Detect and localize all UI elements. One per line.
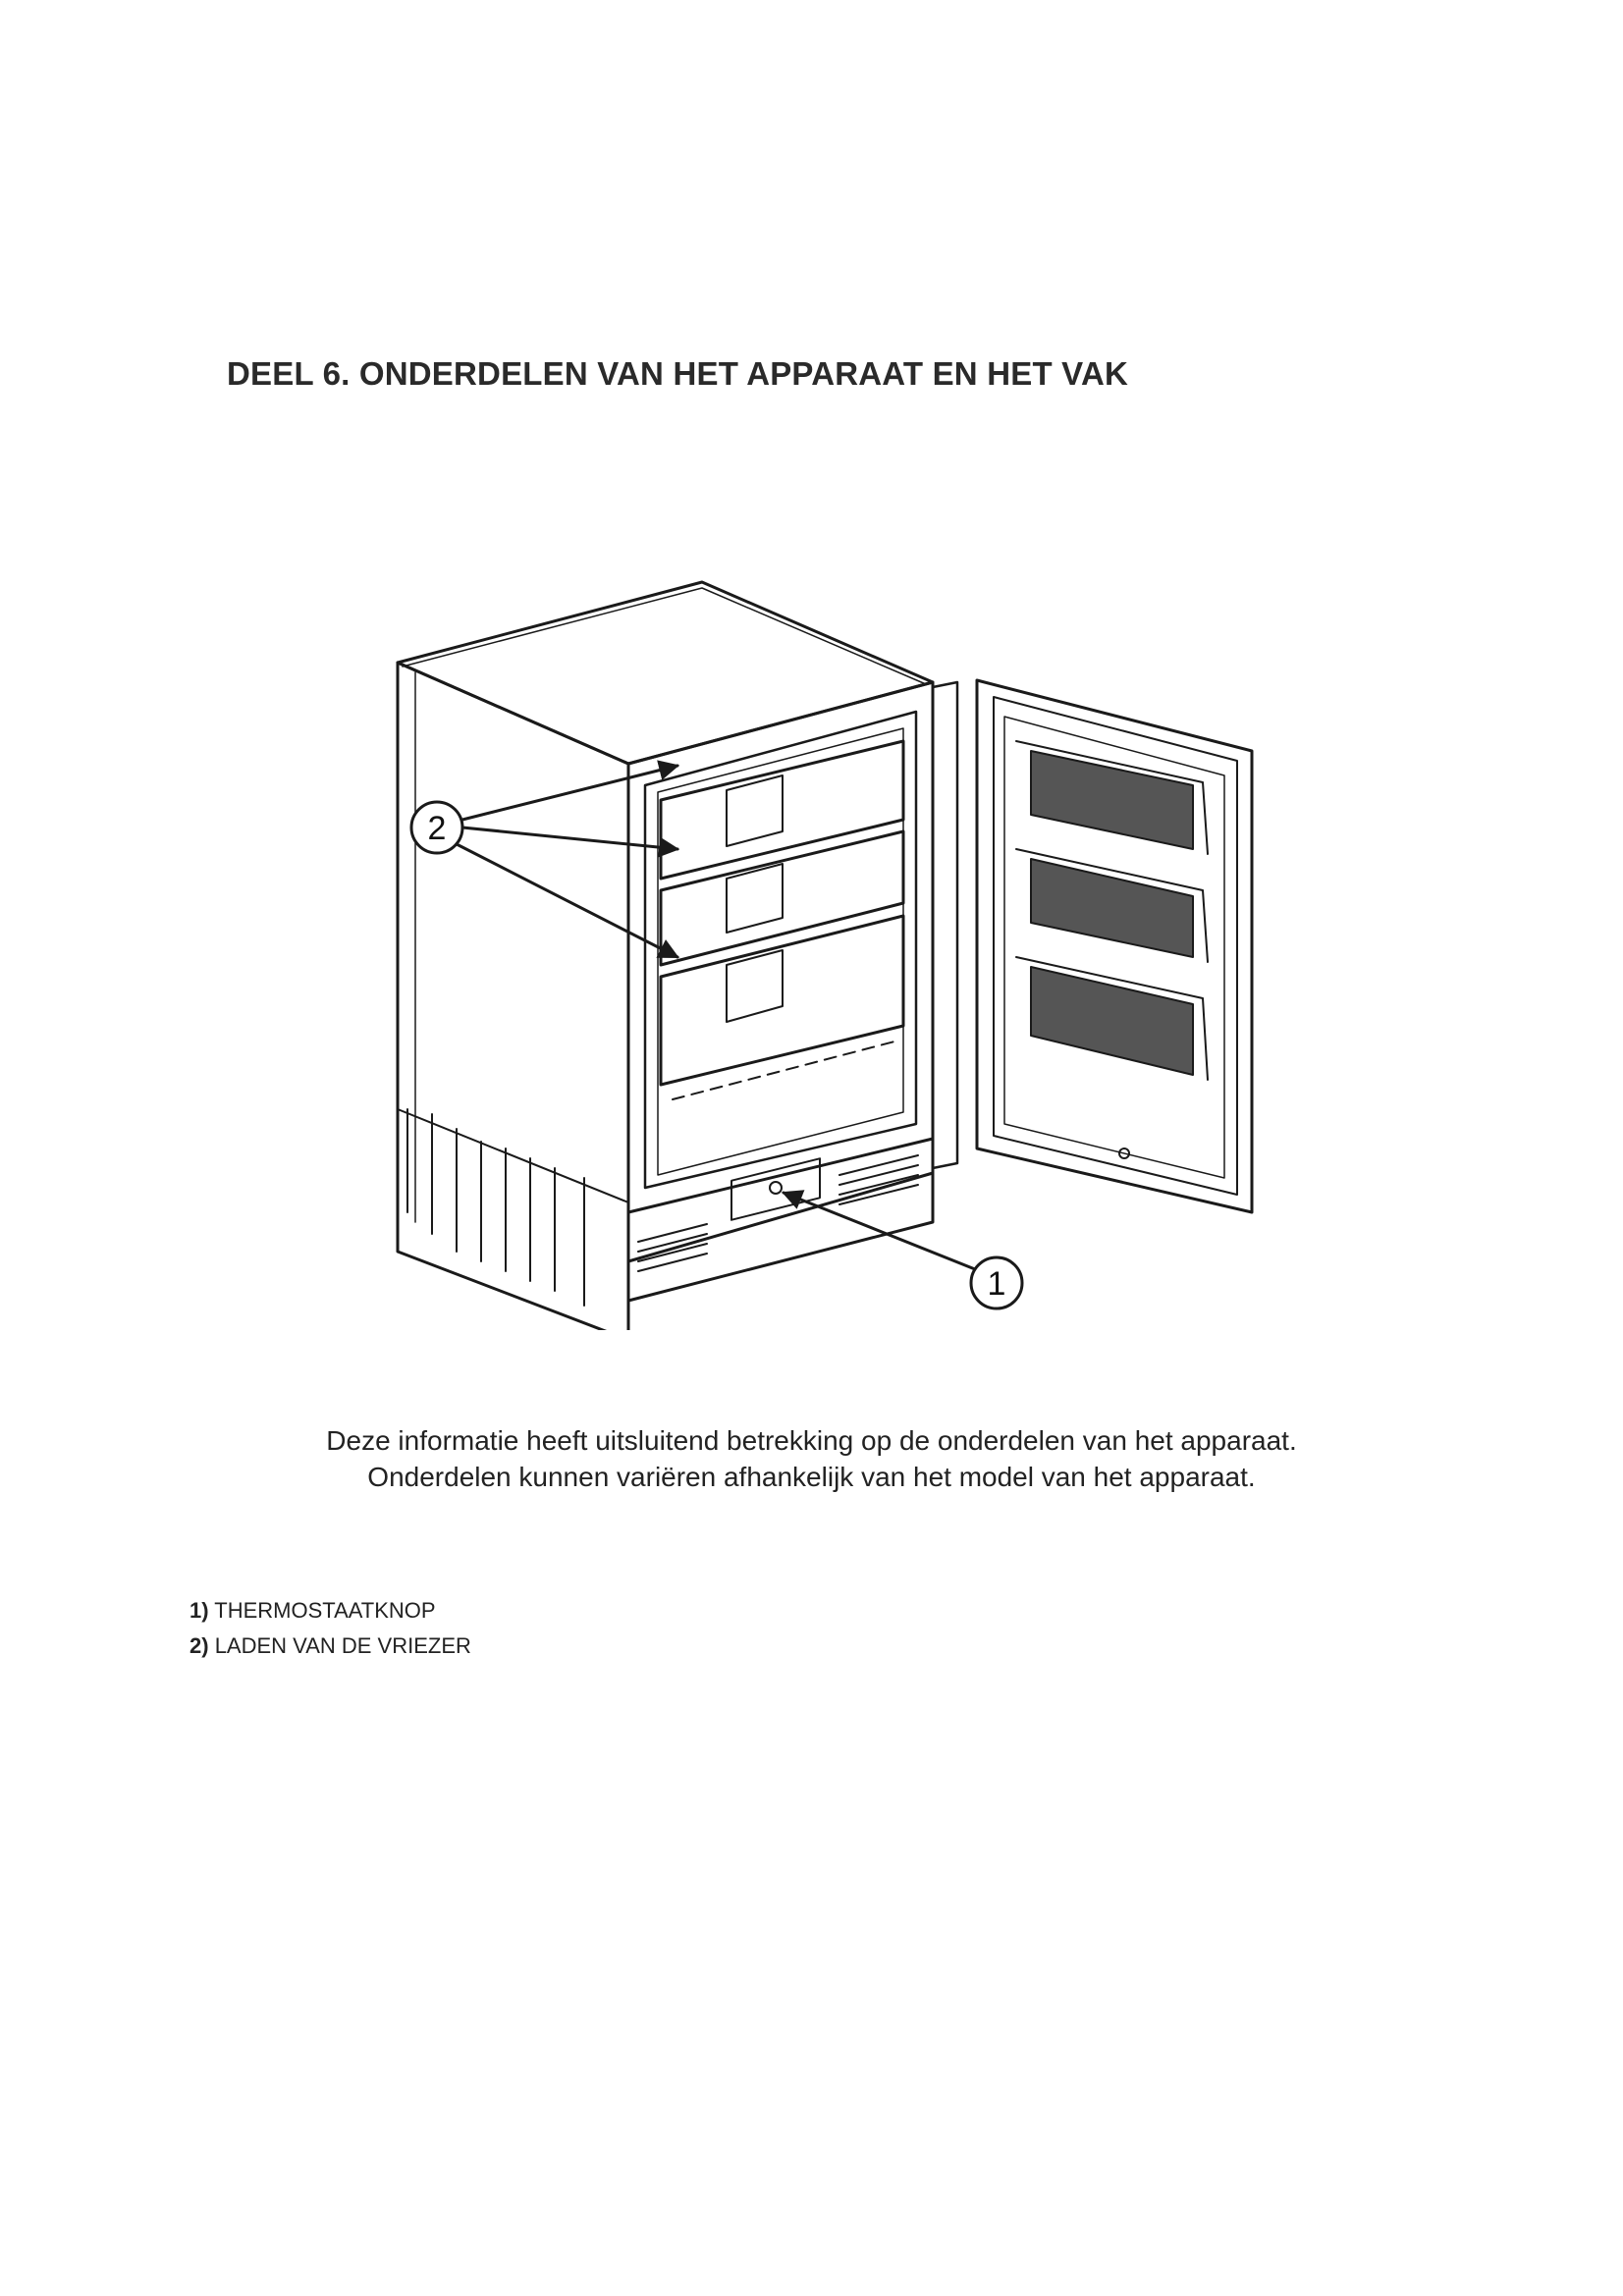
legend-label: THERMOSTAATKNOP [214,1598,436,1623]
legend-number: 1) [189,1598,209,1623]
drawer-top [661,741,903,879]
legend-item-drawers [189,1629,471,1664]
svg-text:1: 1 [987,1265,1006,1303]
page-title: DEEL 6. ONDERDELEN VAN HET APPARAAT EN HET VAK [227,355,1129,392]
legend-item-thermostat [189,1593,471,1629]
legend-number: 2) [189,1633,209,1658]
open-door [977,680,1252,1212]
svg-text:2: 2 [427,810,447,847]
legend-label: LADEN VAN DE VRIEZER [214,1633,471,1658]
parts-legend [189,1593,471,1664]
callout-2 [411,766,677,957]
cabinet-top [398,582,933,764]
drawer-bottom [661,916,903,1099]
thermostat-knob [770,1182,782,1194]
caption-line-2: Onderdelen kunnen variëren afhankelijk van het model van het apparaat. [367,1462,1256,1492]
caption-line-1: Deze informatie heeft uitsluitend betrekking op de onderdelen van het apparaat. [326,1425,1297,1456]
freezer-illustration [388,574,1286,1330]
caption [227,1422,1396,1495]
